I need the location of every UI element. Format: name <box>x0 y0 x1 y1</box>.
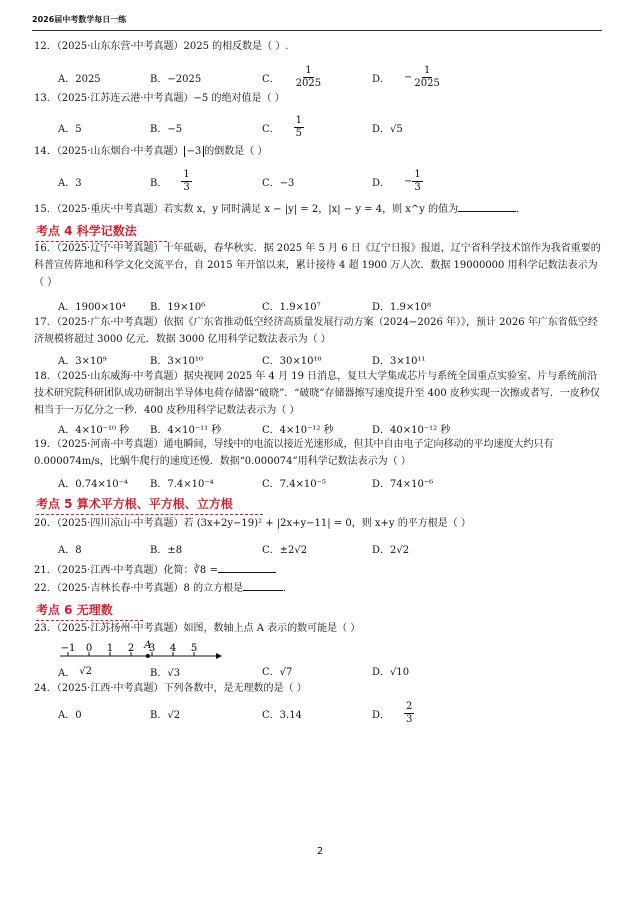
option-c[interactable]: C．−3 <box>262 177 295 189</box>
question-23-options <box>0 649 640 679</box>
question-22: 22．（2025·吉林长春·中考真题）8 的立方根是 ． <box>34 580 604 597</box>
axis-tick-label: 0 <box>85 643 93 654</box>
option-d[interactable]: D．74×10⁻⁶ <box>372 478 434 490</box>
question-16: 16．（2025·辽宁·中考真题）十年砥砺，春华秋实．据 2025 年 5 月 6 日《辽宁日报》报道，辽宁省科学技术馆作为我省重要的科普宣传阵地和科学文化交流平台，自 2015 年开馆以来，累计接待 4 超 1900 万人次．数据 19000000 用科学记数法表示为（ ） <box>34 243 601 288</box>
question-20: 20．（2025·四川凉山·中考真题）若 (3x+2y−19)² + |2x+y−11| = 0，则 x+y 的平方根是（ ） <box>34 518 471 529</box>
option-c[interactable]: C．±2√2 <box>262 544 308 556</box>
question-13-options <box>0 112 640 142</box>
axis-tick-label: 4 <box>169 643 177 654</box>
axis-tick-label: 1 <box>106 643 114 654</box>
option-d[interactable]: D．2√2 <box>372 544 410 556</box>
option-d[interactable]: D．√10 <box>372 666 410 678</box>
section-title-4: 考点 4 科学记数法 <box>36 224 137 238</box>
option-b[interactable]: B．−2025 <box>150 73 202 85</box>
option-a[interactable]: A．3×10⁹ <box>58 355 107 367</box>
question-19: 19．（2025·河南·中考真题）通电瞬间，导线中的电流以接近光速形成，但其中自由电子定向移动的平均速度大约只有 0.000074m/s，比蜗牛爬行的速度还慢．数据“0.000074”用科学记数法表示为（ ） <box>34 439 554 467</box>
section-title-5: 考点 5 算术平方根、平方根、立方根 <box>36 497 233 511</box>
question-17: 17．（2025·广东·中考真题）依据《广东省推动低空经济高质量发展行动方案（2024−2026 年）》，预计 2026 年广东省低空经济规模将超过 3000 亿元．数据 3000 亿用科学记数法表示为（ ） <box>34 317 598 345</box>
question-12: 12．（2025·山东东营·中考真题）2025 的相反数是（ ）. <box>34 41 289 52</box>
option-a[interactable]: A．1900×10⁴ <box>58 301 126 313</box>
option-b[interactable]: B．−5 <box>150 123 183 135</box>
axis-tick-label: 3 <box>148 643 156 654</box>
option-d[interactable]: D．40×10⁻¹² 秒 <box>372 424 451 436</box>
option-c[interactable]: C．1.9×10⁷ <box>262 301 321 313</box>
question-19-options <box>0 467 640 497</box>
option-d[interactable]: D． − $\frac{1}{3}$ <box>372 168 421 193</box>
section-title-6: 考点 6 无理数 <box>36 603 113 617</box>
option-a[interactable]: A．3 <box>58 177 82 189</box>
header-rule <box>32 30 602 31</box>
option-c[interactable]: C．30×10¹⁰ <box>262 355 322 367</box>
axis-tick-label: 2 <box>127 643 135 654</box>
option-d[interactable]: D． − $\frac{1}{2025}$ <box>372 64 440 89</box>
answer-blank[interactable] <box>458 201 516 212</box>
question-21: 21．（2025·江西·中考真题）化简：∛8 = <box>34 562 604 579</box>
axis-tick-label: −1 <box>60 643 76 654</box>
question-23: 23．（2025·江苏扬州·中考真题）如图，数轴上点 A 表示的数可能是（ ） <box>34 623 361 634</box>
option-a[interactable]: A．0.74×10⁻⁴ <box>58 478 128 490</box>
option-b[interactable]: B．7.4×10⁻⁴ <box>150 478 214 490</box>
page-header: 2026届中考数学每日一练 <box>32 15 127 24</box>
option-c[interactable]: C． $\frac{1}{2025}$ <box>262 64 322 89</box>
question-18: 18．（2025·山东威海·中考真题）据央视网 2025 年 4 月 19 日消息，复旦大学集成芯片与系统全国重点实验室、片与系统前沿技术研究院科研团队成功研制出半导体电荷存储器“破晓”．“破晓”存储器擦写速度提升至 400 皮秒实现一次擦或者写．一皮秒仅相当于一万亿分之一秒．400 皮秒用科学记数法表示为（ ） <box>34 371 600 416</box>
question-14: 14．（2025·山东烟台·中考真题） −3 的倒数是（ ） <box>34 146 268 157</box>
option-d[interactable]: D．1.9×10⁸ <box>372 301 432 313</box>
option-a[interactable]: A．0 <box>58 709 82 721</box>
option-c[interactable]: C．4×10⁻¹² 秒 <box>262 424 334 436</box>
point-a-label: A <box>144 640 152 651</box>
question-20-options <box>0 533 640 563</box>
question-24: 24．（2025·江西·中考真题）下列各数中，是无理数的是（ ） <box>34 683 307 694</box>
question-12-options <box>0 62 640 92</box>
option-b[interactable]: B． $\frac{1}{3}$ <box>150 168 190 193</box>
option-c[interactable]: C．√7 <box>262 666 293 678</box>
answer-blank[interactable] <box>218 562 276 573</box>
option-a[interactable]: A．8 <box>58 544 82 556</box>
option-b[interactable]: B．3×10¹⁰ <box>150 355 203 367</box>
question-24-options <box>0 698 640 728</box>
option-c[interactable]: C．7.4×10⁻⁵ <box>262 478 326 490</box>
option-a[interactable]: A．5 <box>58 123 82 135</box>
option-a[interactable]: A．4×10⁻¹⁰ 秒 <box>58 424 130 436</box>
answer-blank[interactable] <box>243 580 283 591</box>
question-14-options <box>0 166 640 196</box>
option-a[interactable]: A． √2 <box>58 665 92 679</box>
option-d[interactable]: D． $\frac{2}{3}$ <box>372 700 413 725</box>
axis-tick-label: 5 <box>190 643 198 654</box>
option-b[interactable]: B．√3 <box>150 667 181 679</box>
question-13: 13．（2025·江苏连云港·中考真题）−5 的绝对值是（ ） <box>34 93 285 104</box>
option-b[interactable]: B．±8 <box>150 544 183 556</box>
question-15: 15．（2025·重庆·中考真题）若实数 x，y 同时满足 x − |y| = 2，|x| − y = 4，则 x^y 的值为 ． <box>34 201 604 218</box>
option-b[interactable]: B．4×10⁻¹¹ 秒 <box>150 424 222 436</box>
option-c[interactable]: C．3.14 <box>262 709 302 721</box>
option-d[interactable]: D．3×10¹¹ <box>372 355 426 367</box>
page-number: 2 <box>316 846 324 857</box>
option-c[interactable]: C． $\frac{1}{5}$ <box>262 114 303 139</box>
option-b[interactable]: B．19×10⁶ <box>150 301 206 313</box>
option-b[interactable]: B．√2 <box>150 709 181 721</box>
option-d[interactable]: D．√5 <box>372 123 403 135</box>
option-a[interactable]: A．2025 <box>58 73 101 85</box>
